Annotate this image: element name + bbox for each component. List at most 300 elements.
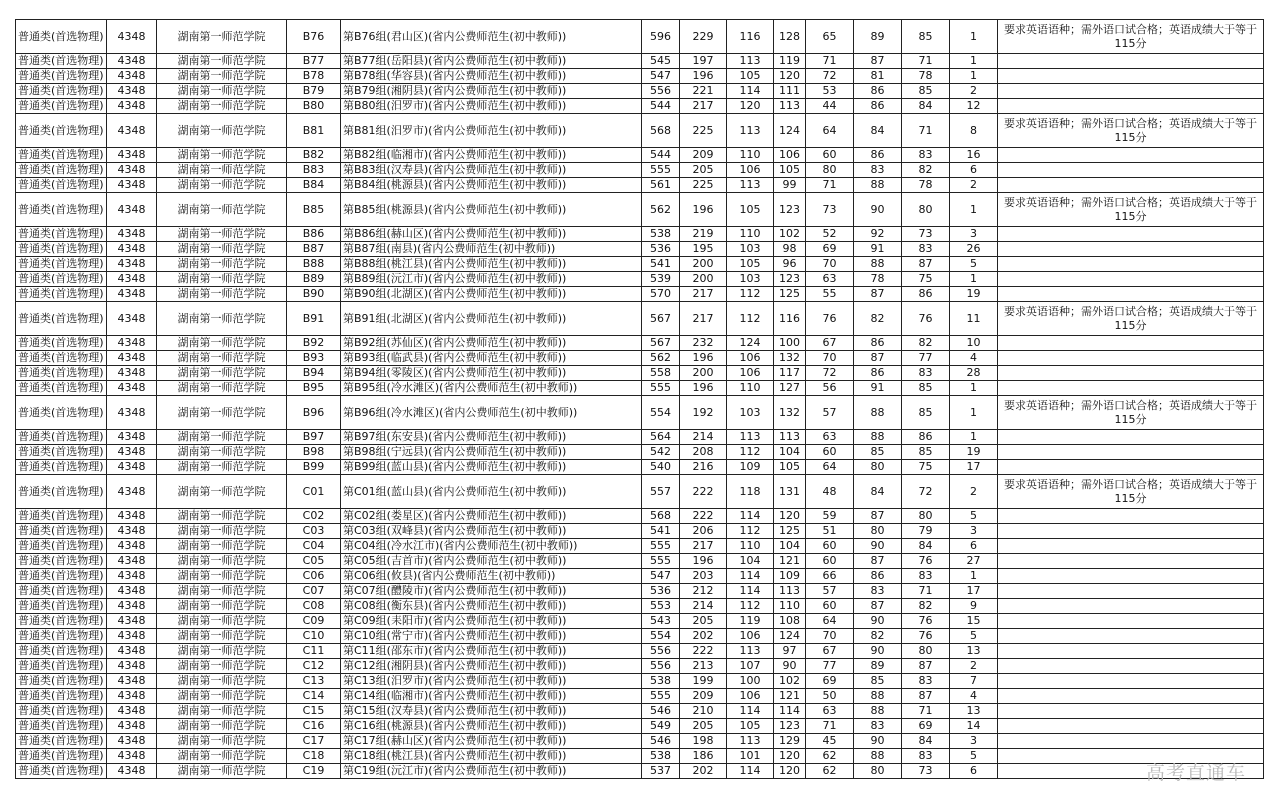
table-cell: 537 xyxy=(642,764,680,779)
table-cell: 561 xyxy=(642,178,680,193)
table-cell: 第B95组(冷水滩区)(省内公费师范生(初中教师)) xyxy=(341,381,642,396)
table-cell: 第B80组(汨罗市)(省内公费师范生(初中教师)) xyxy=(341,99,642,114)
table-cell: 28 xyxy=(950,366,998,381)
table-row xyxy=(16,242,1264,257)
table-cell: 67 xyxy=(806,644,854,659)
table-row xyxy=(16,445,1264,460)
table-cell: 普通类(首选物理) xyxy=(16,381,107,396)
table-row xyxy=(16,287,1264,302)
table-cell: 72 xyxy=(902,475,950,509)
table-cell: 普通类(首选物理) xyxy=(16,659,107,674)
table-cell: 4348 xyxy=(107,629,157,644)
table-row xyxy=(16,54,1264,69)
table-cell: 82 xyxy=(854,302,902,336)
table-cell: 88 xyxy=(854,178,902,193)
table-cell: 114 xyxy=(727,584,774,599)
table-row xyxy=(16,20,1264,54)
table-cell xyxy=(998,287,1264,302)
table-cell xyxy=(998,460,1264,475)
table-cell: 71 xyxy=(902,114,950,148)
table-cell: 90 xyxy=(854,614,902,629)
table-cell: 547 xyxy=(642,569,680,584)
table-cell: 普通类(首选物理) xyxy=(16,539,107,554)
table-cell: 119 xyxy=(727,614,774,629)
table-row xyxy=(16,674,1264,689)
table-cell: 4348 xyxy=(107,366,157,381)
table-row xyxy=(16,689,1264,704)
table-cell: 119 xyxy=(774,54,806,69)
table-cell: 4348 xyxy=(107,764,157,779)
table-cell: 87 xyxy=(854,509,902,524)
table-cell: 113 xyxy=(727,644,774,659)
table-cell: 60 xyxy=(806,148,854,163)
table-cell xyxy=(998,704,1264,719)
table-cell: 17 xyxy=(950,460,998,475)
table-row xyxy=(16,99,1264,114)
table-cell: 湖南第一师范学院 xyxy=(157,287,287,302)
table-cell: 196 xyxy=(680,69,727,84)
table-cell: 567 xyxy=(642,336,680,351)
table-cell: 普通类(首选物理) xyxy=(16,719,107,734)
table-cell: 4348 xyxy=(107,599,157,614)
table-cell: 第C05组(吉首市)(省内公费师范生(初中教师)) xyxy=(341,554,642,569)
table-cell: 71 xyxy=(806,178,854,193)
table-cell: 539 xyxy=(642,272,680,287)
table-cell: 91 xyxy=(854,381,902,396)
table-cell: 88 xyxy=(854,257,902,272)
table-cell xyxy=(998,734,1264,749)
table-cell: B91 xyxy=(287,302,341,336)
table-cell: 202 xyxy=(680,764,727,779)
table-cell: 547 xyxy=(642,69,680,84)
table-cell: 4348 xyxy=(107,302,157,336)
table-cell: 4348 xyxy=(107,114,157,148)
table-cell: 6 xyxy=(950,539,998,554)
table-cell: 4348 xyxy=(107,351,157,366)
table-cell: 76 xyxy=(902,629,950,644)
table-cell: 湖南第一师范学院 xyxy=(157,396,287,430)
table-cell: B88 xyxy=(287,257,341,272)
table-cell: 82 xyxy=(854,629,902,644)
table-cell: 112 xyxy=(727,599,774,614)
table-cell: 112 xyxy=(727,445,774,460)
table-cell: 120 xyxy=(774,69,806,84)
table-cell: 湖南第一师范学院 xyxy=(157,178,287,193)
table-cell: 湖南第一师范学院 xyxy=(157,475,287,509)
table-cell: 538 xyxy=(642,674,680,689)
table-cell: 219 xyxy=(680,227,727,242)
table-cell: 第B97组(东安县)(省内公费师范生(初中教师)) xyxy=(341,430,642,445)
table-cell: 106 xyxy=(774,148,806,163)
table-cell: 4348 xyxy=(107,734,157,749)
table-cell: 6 xyxy=(950,163,998,178)
table-cell: 90 xyxy=(774,659,806,674)
table-cell: 第B84组(桃源县)(省内公费师范生(初中教师)) xyxy=(341,178,642,193)
table-row xyxy=(16,163,1264,178)
table-cell: 85 xyxy=(902,20,950,54)
table-cell: 4348 xyxy=(107,381,157,396)
table-cell: 4348 xyxy=(107,719,157,734)
table-cell: 82 xyxy=(902,336,950,351)
table-cell: 562 xyxy=(642,193,680,227)
table-cell: 第B90组(北湖区)(省内公费师范生(初中教师)) xyxy=(341,287,642,302)
table-cell: 125 xyxy=(774,287,806,302)
table-cell: B89 xyxy=(287,272,341,287)
table-cell: 4348 xyxy=(107,272,157,287)
table-cell: 5 xyxy=(950,509,998,524)
table-cell: 湖南第一师范学院 xyxy=(157,659,287,674)
table-cell: 192 xyxy=(680,396,727,430)
table-cell: C13 xyxy=(287,674,341,689)
table-cell: 湖南第一师范学院 xyxy=(157,749,287,764)
table-cell: 81 xyxy=(854,69,902,84)
table-cell xyxy=(998,569,1264,584)
table-cell: 5 xyxy=(950,629,998,644)
table-cell: 85 xyxy=(902,381,950,396)
table-cell: 第B83组(汉寿县)(省内公费师范生(初中教师)) xyxy=(341,163,642,178)
table-cell: 87 xyxy=(854,287,902,302)
table-cell: 普通类(首选物理) xyxy=(16,445,107,460)
table-cell: 1 xyxy=(950,20,998,54)
table-cell: 83 xyxy=(902,242,950,257)
table-cell: 湖南第一师范学院 xyxy=(157,99,287,114)
table-cell: 44 xyxy=(806,99,854,114)
table-cell: 106 xyxy=(727,163,774,178)
table-cell: B99 xyxy=(287,460,341,475)
table-cell: 普通类(首选物理) xyxy=(16,99,107,114)
table-row xyxy=(16,749,1264,764)
table-cell: 87 xyxy=(854,351,902,366)
table-cell: 209 xyxy=(680,148,727,163)
table-cell: 84 xyxy=(854,114,902,148)
table-cell: 4348 xyxy=(107,524,157,539)
table-row xyxy=(16,524,1264,539)
table-cell: 112 xyxy=(727,524,774,539)
table-cell: 湖南第一师范学院 xyxy=(157,445,287,460)
table-cell: 71 xyxy=(902,704,950,719)
table-cell: 206 xyxy=(680,524,727,539)
table-cell: 65 xyxy=(806,20,854,54)
table-cell: 89 xyxy=(854,659,902,674)
table-cell: 123 xyxy=(774,193,806,227)
table-cell: 1 xyxy=(950,396,998,430)
table-cell: 64 xyxy=(806,460,854,475)
table-cell xyxy=(998,163,1264,178)
table-cell: 4 xyxy=(950,689,998,704)
table-cell: 110 xyxy=(774,599,806,614)
table-row xyxy=(16,704,1264,719)
table-cell xyxy=(998,242,1264,257)
table-cell: 79 xyxy=(902,524,950,539)
table-cell: 123 xyxy=(774,719,806,734)
table-row xyxy=(16,381,1264,396)
table-cell: 3 xyxy=(950,227,998,242)
table-cell: 222 xyxy=(680,475,727,509)
table-cell: 89 xyxy=(854,20,902,54)
table-cell: 114 xyxy=(727,509,774,524)
table-cell: B98 xyxy=(287,445,341,460)
table-cell: 132 xyxy=(774,396,806,430)
table-cell: 112 xyxy=(727,302,774,336)
table-cell: 4348 xyxy=(107,674,157,689)
table-cell: 4348 xyxy=(107,193,157,227)
table-cell: 541 xyxy=(642,524,680,539)
table-cell: 214 xyxy=(680,599,727,614)
table-cell: 第C10组(常宁市)(省内公费师范生(初中教师)) xyxy=(341,629,642,644)
table-cell: 212 xyxy=(680,584,727,599)
table-cell: 555 xyxy=(642,163,680,178)
table-cell: 225 xyxy=(680,114,727,148)
table-cell: 109 xyxy=(727,460,774,475)
table-cell: 86 xyxy=(902,430,950,445)
table-row xyxy=(16,599,1264,614)
table-cell: 湖南第一师范学院 xyxy=(157,509,287,524)
table-cell: 110 xyxy=(727,148,774,163)
table-cell: 第C17组(赫山区)(省内公费师范生(初中教师)) xyxy=(341,734,642,749)
table-cell: 108 xyxy=(774,614,806,629)
table-row xyxy=(16,366,1264,381)
table-cell: 558 xyxy=(642,366,680,381)
table-cell: 96 xyxy=(774,257,806,272)
table-cell: 123 xyxy=(774,272,806,287)
table-cell xyxy=(998,84,1264,99)
table-cell: B77 xyxy=(287,54,341,69)
table-cell: 106 xyxy=(727,629,774,644)
table-cell: 229 xyxy=(680,20,727,54)
table-cell: 83 xyxy=(902,674,950,689)
table-cell: 第C19组(沅江市)(省内公费师范生(初中教师)) xyxy=(341,764,642,779)
table-row xyxy=(16,84,1264,99)
table-cell: 第C08组(衡东县)(省内公费师范生(初中教师)) xyxy=(341,599,642,614)
table-cell: 114 xyxy=(727,704,774,719)
table-cell: 113 xyxy=(727,54,774,69)
table-cell: 197 xyxy=(680,54,727,69)
table-cell: 湖南第一师范学院 xyxy=(157,257,287,272)
table-cell: 105 xyxy=(774,163,806,178)
table-cell: 普通类(首选物理) xyxy=(16,396,107,430)
table-cell: 78 xyxy=(902,69,950,84)
table-row xyxy=(16,629,1264,644)
table-cell: 1 xyxy=(950,272,998,287)
table-cell: 1 xyxy=(950,430,998,445)
table-cell: 113 xyxy=(774,99,806,114)
table-cell: 71 xyxy=(902,54,950,69)
table-cell: B92 xyxy=(287,336,341,351)
table-cell: 27 xyxy=(950,554,998,569)
table-cell: 普通类(首选物理) xyxy=(16,629,107,644)
table-cell: 217 xyxy=(680,99,727,114)
watermark-text: 高考直通车 xyxy=(1145,762,1246,784)
table-cell xyxy=(998,272,1264,287)
table-cell: 105 xyxy=(727,719,774,734)
table-cell: 湖南第一师范学院 xyxy=(157,242,287,257)
table-cell: C06 xyxy=(287,569,341,584)
table-cell: 205 xyxy=(680,163,727,178)
table-cell xyxy=(998,430,1264,445)
table-cell: 普通类(首选物理) xyxy=(16,257,107,272)
table-cell: 80 xyxy=(902,509,950,524)
table-cell: 106 xyxy=(727,366,774,381)
table-cell: 110 xyxy=(727,539,774,554)
table-cell: 88 xyxy=(854,749,902,764)
table-cell: 第B82组(临湘市)(省内公费师范生(初中教师)) xyxy=(341,148,642,163)
table-cell: 63 xyxy=(806,272,854,287)
table-cell: 4348 xyxy=(107,227,157,242)
table-row xyxy=(16,764,1264,779)
table-cell: 86 xyxy=(854,99,902,114)
table-cell: 湖南第一师范学院 xyxy=(157,20,287,54)
table-cell: 53 xyxy=(806,84,854,99)
table-cell: 4348 xyxy=(107,257,157,272)
table-cell: B84 xyxy=(287,178,341,193)
table-cell xyxy=(998,599,1264,614)
table-cell xyxy=(998,257,1264,272)
table-cell: B94 xyxy=(287,366,341,381)
table-cell: 普通类(首选物理) xyxy=(16,614,107,629)
table-row xyxy=(16,659,1264,674)
table-cell: B95 xyxy=(287,381,341,396)
table-row xyxy=(16,396,1264,430)
table-row xyxy=(16,644,1264,659)
table-cell: 105 xyxy=(727,193,774,227)
table-cell: 86 xyxy=(902,287,950,302)
table-cell: 第C03组(双峰县)(省内公费师范生(初中教师)) xyxy=(341,524,642,539)
table-row xyxy=(16,272,1264,287)
table-cell: 216 xyxy=(680,460,727,475)
table-cell: 69 xyxy=(806,242,854,257)
table-cell: 83 xyxy=(854,584,902,599)
table-cell: 湖南第一师范学院 xyxy=(157,734,287,749)
table-cell: 湖南第一师范学院 xyxy=(157,302,287,336)
table-cell: 1 xyxy=(950,69,998,84)
table-cell: 76 xyxy=(902,302,950,336)
table-row xyxy=(16,114,1264,148)
table-cell: 83 xyxy=(902,749,950,764)
table-cell: 普通类(首选物理) xyxy=(16,20,107,54)
table-cell: B78 xyxy=(287,69,341,84)
table-cell: 71 xyxy=(806,719,854,734)
table-cell: 556 xyxy=(642,84,680,99)
table-cell: 19 xyxy=(950,287,998,302)
table-cell: 普通类(首选物理) xyxy=(16,674,107,689)
table-cell: 4348 xyxy=(107,644,157,659)
table-cell: 普通类(首选物理) xyxy=(16,599,107,614)
table-cell: 124 xyxy=(774,629,806,644)
table-cell: B87 xyxy=(287,242,341,257)
table-cell: 70 xyxy=(806,351,854,366)
table-cell: 196 xyxy=(680,193,727,227)
table-cell: 544 xyxy=(642,148,680,163)
table-cell: 554 xyxy=(642,629,680,644)
table-row xyxy=(16,227,1264,242)
table-cell: 570 xyxy=(642,287,680,302)
table-cell: 16 xyxy=(950,148,998,163)
table-cell: C12 xyxy=(287,659,341,674)
table-cell: 4348 xyxy=(107,148,157,163)
table-cell: C17 xyxy=(287,734,341,749)
table-cell: 4348 xyxy=(107,84,157,99)
table-cell: 86 xyxy=(854,366,902,381)
table-cell xyxy=(998,178,1264,193)
table-row xyxy=(16,554,1264,569)
table-cell: 85 xyxy=(902,445,950,460)
table-cell: 542 xyxy=(642,445,680,460)
admission-score-sheet xyxy=(15,19,1264,779)
table-cell: 湖南第一师范学院 xyxy=(157,148,287,163)
table-cell: 112 xyxy=(727,287,774,302)
table-cell: 186 xyxy=(680,749,727,764)
table-cell: C19 xyxy=(287,764,341,779)
table-cell: 4348 xyxy=(107,242,157,257)
table-cell: 要求英语语种；需外语口试合格；英语成绩大于等于115分 xyxy=(998,396,1264,430)
table-cell: 普通类(首选物理) xyxy=(16,689,107,704)
table-cell: 82 xyxy=(902,163,950,178)
table-cell: 85 xyxy=(902,84,950,99)
table-cell: 101 xyxy=(727,749,774,764)
table-cell: 121 xyxy=(774,554,806,569)
table-cell: 72 xyxy=(806,366,854,381)
table-cell: 第C07组(醴陵市)(省内公费师范生(初中教师)) xyxy=(341,584,642,599)
table-cell: 88 xyxy=(854,396,902,430)
table-cell: 普通类(首选物理) xyxy=(16,148,107,163)
table-cell: 102 xyxy=(774,674,806,689)
table-cell: 114 xyxy=(727,84,774,99)
table-cell: 60 xyxy=(806,445,854,460)
table-cell: 80 xyxy=(854,524,902,539)
table-cell: 200 xyxy=(680,366,727,381)
table-cell: 64 xyxy=(806,614,854,629)
table-cell: 4348 xyxy=(107,689,157,704)
table-cell xyxy=(998,629,1264,644)
table-cell: 4348 xyxy=(107,69,157,84)
table-cell: 222 xyxy=(680,509,727,524)
table-cell: 221 xyxy=(680,84,727,99)
table-cell: 第C16组(桃源县)(省内公费师范生(初中教师)) xyxy=(341,719,642,734)
table-cell: 554 xyxy=(642,396,680,430)
table-row xyxy=(16,584,1264,599)
table-cell: C14 xyxy=(287,689,341,704)
table-cell: 湖南第一师范学院 xyxy=(157,366,287,381)
table-cell: 51 xyxy=(806,524,854,539)
table-cell: 4348 xyxy=(107,704,157,719)
table-cell: 普通类(首选物理) xyxy=(16,524,107,539)
table-cell: 第B86组(赫山区)(省内公费师范生(初中教师)) xyxy=(341,227,642,242)
table-cell: B96 xyxy=(287,396,341,430)
table-cell: 2 xyxy=(950,659,998,674)
table-cell: 538 xyxy=(642,227,680,242)
table-cell: 195 xyxy=(680,242,727,257)
table-cell: 545 xyxy=(642,54,680,69)
table-cell: 113 xyxy=(727,430,774,445)
table-cell: 536 xyxy=(642,242,680,257)
table-cell: 98 xyxy=(774,242,806,257)
table-cell: 91 xyxy=(854,242,902,257)
table-cell: 209 xyxy=(680,689,727,704)
table-cell: 湖南第一师范学院 xyxy=(157,614,287,629)
table-cell: 541 xyxy=(642,257,680,272)
table-cell: 15 xyxy=(950,614,998,629)
table-cell: 4348 xyxy=(107,475,157,509)
table-cell: B90 xyxy=(287,287,341,302)
table-cell: 88 xyxy=(854,430,902,445)
table-cell: B97 xyxy=(287,430,341,445)
table-cell: 湖南第一师范学院 xyxy=(157,114,287,148)
table-cell: 10 xyxy=(950,336,998,351)
table-row xyxy=(16,539,1264,554)
table-cell: 76 xyxy=(806,302,854,336)
table-cell: 2 xyxy=(950,84,998,99)
table-cell: 6 xyxy=(950,764,998,779)
